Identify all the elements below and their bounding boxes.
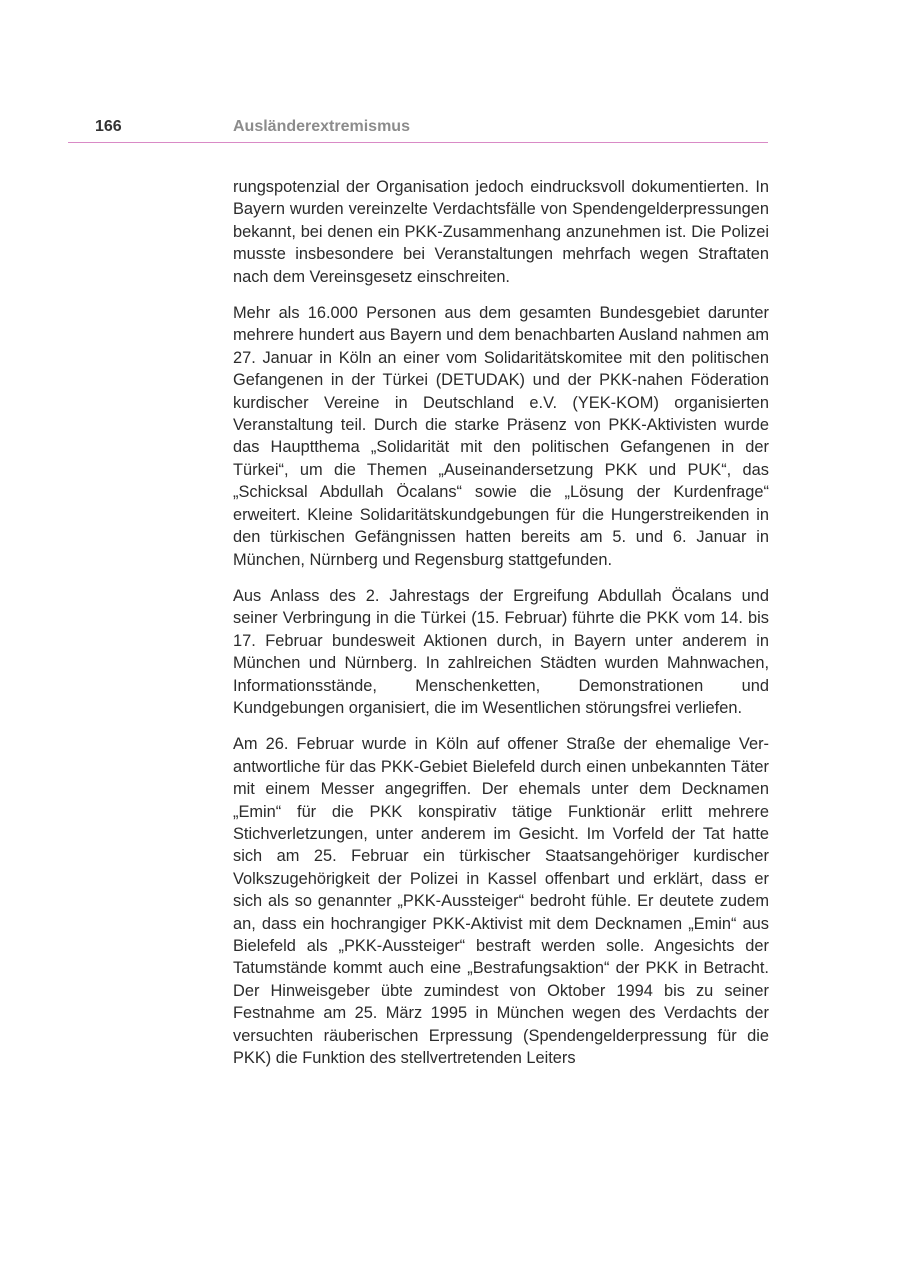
paragraph: rungspotenzial der Organisation jedoch eindrucksvoll dokumentierten. In Bayern wurden vereinzelte Verdachtsfälle von Spendengelderpressungen bekannt, bei denen ein PKK-Zusammenhang anzunehmen ist. Die Polizei musste insbesondere bei Veranstaltungen mehrfach wegen Straftaten nach dem Vereinsgesetz einschreiten.	[233, 178, 769, 286]
page-number: 166	[95, 118, 122, 135]
running-title: Ausländerextremismus	[233, 118, 410, 135]
page-header	[68, 116, 768, 143]
paragraph: Am 26. Februar wurde in Köln auf offener Straße der ehemalige Verantwortliche für das PKK-Gebiet Bielefeld durch einen unbekannten Täter mit einem Messer angegriffen. Der ehemals unter dem Decknamen „Emin“ für die PKK konspirativ tätige Funktionär erlitt mehrere Stichverletzungen, unter anderem im Gesicht. Im Vorfeld der Tat hatte sich am 25. Februar ein türkischer Staatsangehöriger kurdischer Volkszugehörigkeit der Polizei in Kassel offenbart und erklärt, dass er sich als so genannter „PKK-Aussteiger“ bedroht fühle. Er deutete zudem an, dass ein hochrangiger PKK-Aktivist mit dem Decknamen „Emin“ aus Bielefeld als „PKK-Aussteiger“ bestraft werden solle. Angesichts der Tatumstände kommt auch eine „Bestrafungsaktion“ der PKK in Betracht. Der Hinweisgeber übte zumindest von Oktober 1994 bis zu seiner Festnahme am 25. März 1995 in München wegen des Verdachts der versuchten räuberischen Erpressung (Spendengelderpressung für die PKK) die Funktion des stellvertretenden Leiters	[233, 735, 769, 1068]
paragraph: Mehr als 16.000 Personen aus dem gesamten Bundesgebiet darunter mehrere hundert aus Bayern und dem benachbarten Ausland nahmen am 27. Januar in Köln an einer vom Solidaritätskomitee mit den politischen Gefangenen in der Türkei (DETUDAK) und der PKK-nahen Föderation kurdischer Vereine in Deutschland e.V. (YEK-KOM) organisierten Veranstaltung teil. Durch die starke Präsenz von PKK-Aktivisten wurde das Hauptthema „Solidarität mit den politischen Gefangenen in der Türkei“, um die Themen „Auseinandersetzung PKK und PUK“, das „Schicksal Abdullah Öcalans“ sowie die „Lösung der Kurdenfrage“ erweitert. Kleine Solidaritätskundgebungen für die Hungerstreikenden in den türkischen Gefängnissen hatten bereits am 5. und 6. Januar in München, Nürnberg und Regensburg stattgefunden.	[233, 304, 769, 569]
paragraph: Aus Anlass des 2. Jahrestags der Ergreifung Abdullah Öcalans und seiner Verbringung in die Türkei (15. Februar) führte die PKK vom 14. bis 17. Februar bundesweit Aktionen durch, in Bayern unter anderem in München und Nürnberg. In zahlreichen Städten wurden Mahnwachen, Informationsstände, Menschenketten, Demonstrationen und Kundgebungen organisiert, die im Wesentlichen störungsfrei verliefen.	[233, 586, 769, 717]
body-text	[233, 176, 769, 1083]
